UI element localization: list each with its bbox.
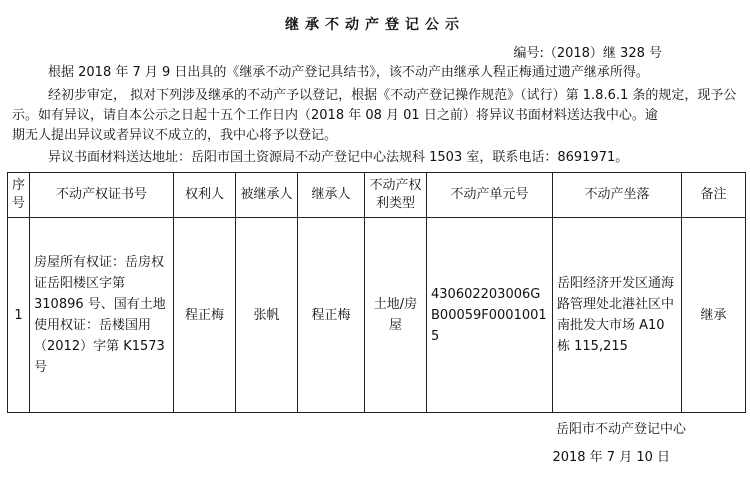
paragraph-review-cont: 期无人提出异议或者异议不成立的，我中心将予以登记。	[12, 128, 338, 143]
header-holder: 权利人	[174, 173, 236, 218]
cell-right-type: 土地/房屋	[365, 218, 427, 413]
header-remark: 备注	[682, 173, 746, 218]
cell-cert: 房屋所有权证：岳房权证岳阳楼区字第 310896 号、国有土地使用权证：岳楼国用（2012）字第 K1573 号	[30, 218, 174, 413]
registration-table	[7, 172, 746, 413]
header-right-type: 不动产权利类型	[365, 173, 427, 218]
cell-seq: 1	[8, 218, 30, 413]
paragraph-basis: 根据 2018 年 7 月 9 日出具的《继承不动产登记具结书》，该不动产由继承人程正梅通过遗产继承所得。	[48, 65, 649, 80]
cell-unit-no: 430602203006GB00059F00010015	[427, 218, 553, 413]
paragraph-review: 经初步审定， 拟对下列涉及继承的不动产予以登记，根据《不动产登记操作规范》（试行）第 1.8.6.1 条的规定，现予公示。如有异议，请自本公示之日起十五个工作日内（2018 年 08 月 01 日之前）将异议书面材料送达我中心。逾	[12, 88, 737, 123]
document-title: 继承不动产登记公示	[285, 17, 465, 33]
document-number: 编号:（2018）继 328 号	[513, 46, 662, 61]
header-location: 不动产坐落	[553, 173, 682, 218]
header-unit-no: 不动产单元号	[427, 173, 553, 218]
header-heir: 继承人	[298, 173, 365, 218]
signature-date: 2018 年 7 月 10 日	[552, 450, 670, 465]
cell-heir: 程正梅	[298, 218, 365, 413]
cell-location: 岳阳经济开发区通海路管理处北港社区中南批发大市场 A10 栋 115,215	[553, 218, 682, 413]
cell-holder: 程正梅	[174, 218, 236, 413]
header-seq: 序号	[8, 173, 30, 218]
header-cert: 不动产权证书号	[30, 173, 174, 218]
paragraph-address: 异议书面材料送达地址：岳阳市国土资源局不动产登记中心法规科 1503 室，联系电话：8691971。	[48, 150, 629, 165]
cell-decedent: 张帆	[236, 218, 298, 413]
table-row	[8, 218, 746, 413]
signature-org: 岳阳市不动产登记中心	[555, 422, 686, 437]
header-decedent: 被继承人	[236, 173, 298, 218]
table-header-row	[8, 173, 746, 218]
cell-remark: 继承	[682, 218, 746, 413]
